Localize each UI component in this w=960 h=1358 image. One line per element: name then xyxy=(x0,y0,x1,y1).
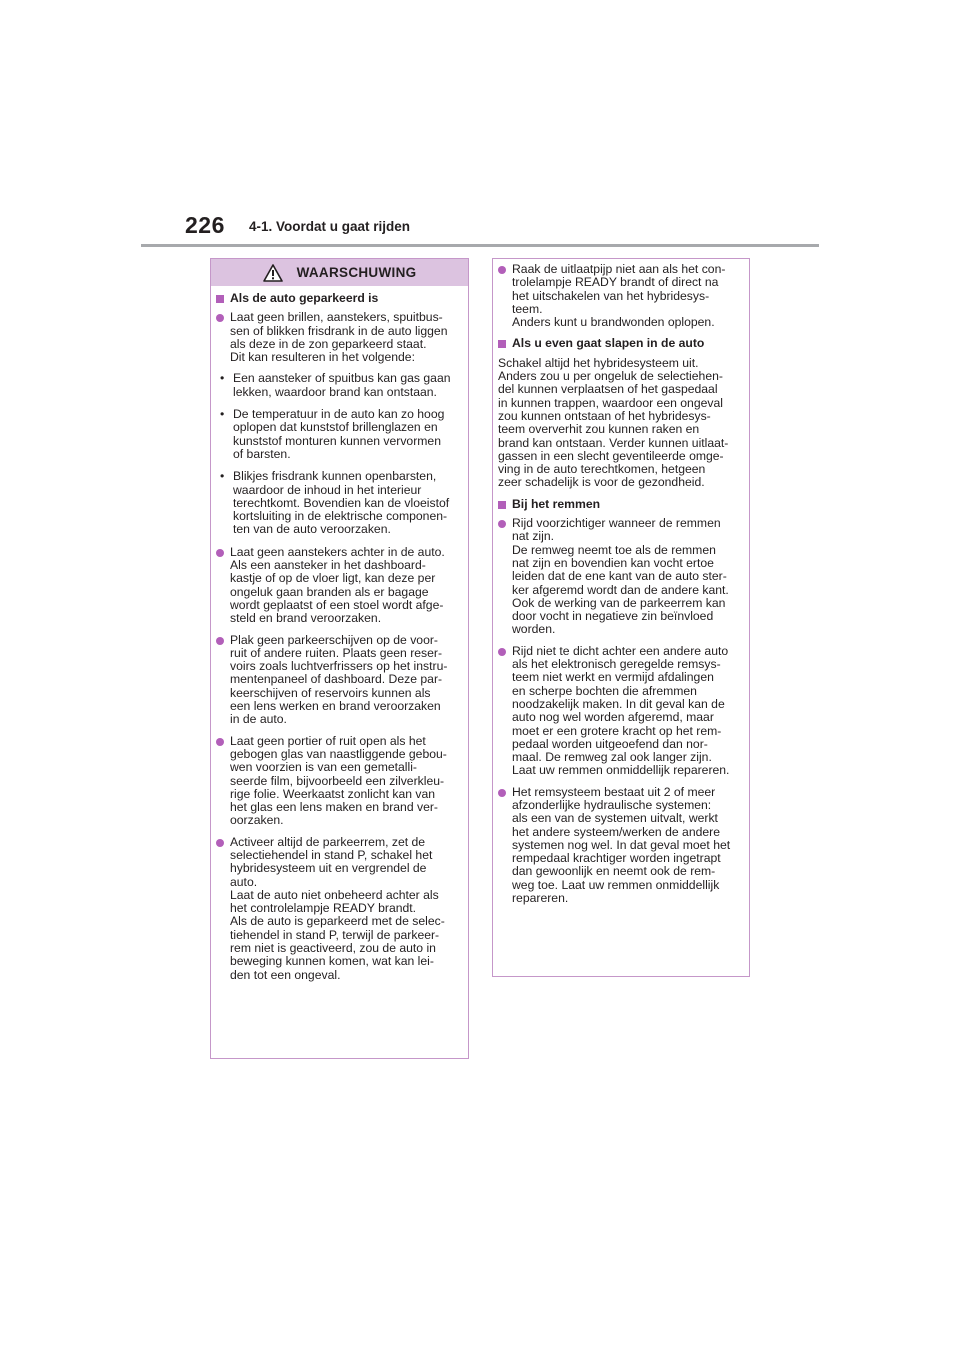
square-bullet-icon xyxy=(498,340,506,348)
heading-parked xyxy=(216,292,461,305)
list-item xyxy=(498,786,742,906)
warning-triangle-icon xyxy=(263,264,283,282)
warning-box-right xyxy=(492,258,750,977)
bullet-dot: • xyxy=(220,469,225,484)
sub-item-text: De temperatuur in de auto kan zo hoog oplopen dat kunststof brillenglazen en kunststof monturen kunnen vervormen of barsten. xyxy=(233,407,445,461)
circle-bullet-icon xyxy=(216,839,224,847)
sub-item xyxy=(216,470,461,536)
item-text: Activeer altijd de parkeerrem, zet de selectiehendel in stand P, schakel het hybridesysteem uit en vergrendel de auto. Laat de auto niet onbeheerd achter als het controlelampje READY brandt. Als de auto is geparkeerd met de selec- tiehendel in stand P, terwijl de parkeer- rem niet is geactiveerd, zou de auto in beweging kunnen komen, wat kan lei- den tot een ongeval. xyxy=(230,834,445,982)
warning-title: WAARSCHUWING xyxy=(296,264,417,280)
heading-braking xyxy=(498,498,742,511)
section-title: 4-1. Voordat u gaat rijden xyxy=(249,219,411,234)
heading-text: Als de auto geparkeerd is xyxy=(230,291,379,305)
list-item xyxy=(216,546,461,626)
item-text: Laat geen portier of ruit open als het gebogen glas van naastliggende gebou- wen voorzien is van een gemetalli- seerde film, bijvoorbeeld een zilverkleu- rige folie. Weerkaatst zonlicht kan van het glas een lens maken en brand ver- oorzaken. xyxy=(230,733,447,828)
item-text: Rijd voorzichtiger wanneer de remmen nat zijn. De remweg neemt toe als de remmen nat zijn en bovendien kan vocht ertoe leiden dat de ene kant van de auto ster- ker afgeremd wordt dan de andere kant. Ook de werking van de parkeerrem kan door vocht in negatieve zin beïnvloed worden. xyxy=(512,516,729,637)
circle-bullet-icon xyxy=(216,549,224,557)
bullet-dot: • xyxy=(220,371,225,386)
item-text: Rijd niet te dicht achter een andere auto als het elektronisch geregelde remsys- teem niet werkt en vermijd afdalingen en scherpe bochten die afremmen noodzakelijk maken. In dit geval kan de auto nog wel worden afgeremd, maar moet er een grotere kracht op het rem- pedaal worden uitgeoefend dan nor- maal. De remweg zal ook langer zijn. Laat uw remmen onmiddellijk repareren. xyxy=(512,643,730,778)
square-bullet-icon xyxy=(216,295,224,303)
list-item xyxy=(216,735,461,828)
heading-sleeping xyxy=(498,337,742,350)
item-text: Laat geen brillen, aanstekers, spuitbus- sen of blikken frisdrank in de auto liggen als deze in de zon geparkeerd staat. Dit kan resulteren in het volgende: xyxy=(230,310,448,365)
warning-box-left xyxy=(210,258,469,1059)
circle-bullet-icon xyxy=(498,266,506,274)
circle-bullet-icon xyxy=(498,648,506,656)
square-bullet-icon xyxy=(498,501,506,509)
header-rule xyxy=(141,244,819,247)
item-text: Laat geen aanstekers achter in de auto. Als een aansteker in het dashboard- kastje of op de vloer ligt, kan deze per ongeluk gaan branden als er bagage wordt geplaatst of een stoel wordt afge- steld en brand veroorzaken. xyxy=(230,544,445,626)
warning-header xyxy=(211,259,468,286)
sub-item-text: Blikjes frisdrank kunnen openbarsten, waardoor de inhoud in het interieur terechtkomt. Bovendien kan de vloeistof kortsluiting in de elektrische componen- ten van de auto veroorzaken. xyxy=(233,469,450,537)
heading-text: Als u even gaat slapen in de auto xyxy=(512,336,705,351)
item-text: Raak de uitlaatpijp niet aan als het con- trolelampje READY brandt of direct na het uitschakelen van het hybridesys- teem. Anders kunt u brandwonden oplopen. xyxy=(512,262,726,330)
page-number: 226 xyxy=(185,212,225,238)
sub-item-text: Een aansteker of spuitbus kan gas gaan lekken, waardoor brand kan ontstaan. xyxy=(233,371,451,399)
sub-item xyxy=(216,408,461,461)
list-item xyxy=(216,836,461,982)
list-item xyxy=(498,645,742,778)
list-item xyxy=(216,634,461,727)
list-item xyxy=(498,517,742,637)
bullet-dot: • xyxy=(220,407,225,422)
list-item xyxy=(498,263,742,329)
list-item xyxy=(216,311,461,364)
heading-text: Bij het remmen xyxy=(512,496,601,511)
sub-item xyxy=(216,372,461,399)
item-text: Het remsysteem bestaat uit 2 of meer afzonderlijke hydraulische systemen: als een van de systemen uitvalt, werkt het andere systeem/werken de andere systemen nog wel. In dat geval moet het rempedaal krachtiger worden ingetrapt dan gewoonlijk en neemt ook de rem- weg toe. Laat uw remmen onmiddellijk repareren. xyxy=(512,784,731,906)
paragraph: Schakel altijd het hybridesysteem uit. Anders zou u per ongeluk de selectiehen- del kunnen verplaatsen of het gaspedaal in kunnen trappen, waardoor een ongeval zou kunnen ontstaan of het hybridesys- teem oververhit zou kunnen raken en brand kan ontstaan. Verder kunnen uitlaat- gassen in een slecht geventileerde omge- ving in de auto terechtkomen, hetgeen zeer schadelijk is voor de gezondheid. xyxy=(498,355,729,490)
circle-bullet-icon xyxy=(498,789,506,797)
circle-bullet-icon xyxy=(216,738,224,746)
circle-bullet-icon xyxy=(498,520,506,528)
circle-bullet-icon xyxy=(216,314,224,322)
item-text: Plak geen parkeerschijven op de voor- ruit of andere ruiten. Plaats geen reser- voirs zoals luchtverfrissers op het instru- mentenpaneel of dashboard. Deze par- keerschijven of reservoirs kunnen als een lens werken en brand veroorzaken in de auto. xyxy=(230,632,448,727)
circle-bullet-icon xyxy=(216,637,224,645)
